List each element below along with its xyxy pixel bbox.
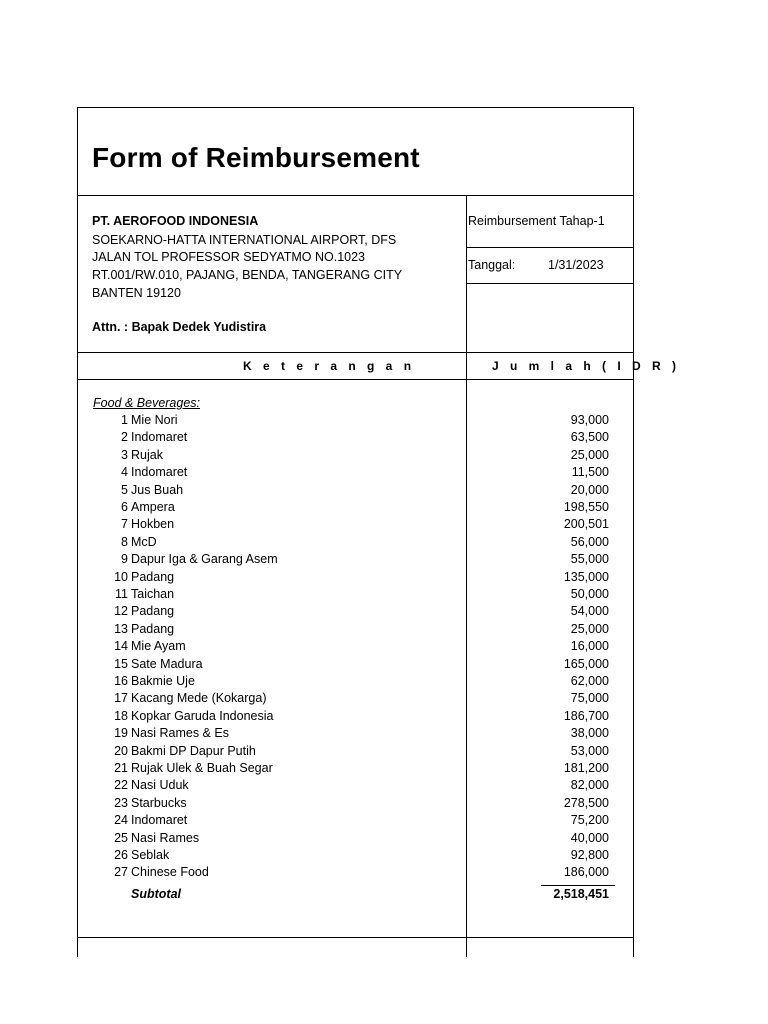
- table-row: [0, 552, 768, 570]
- item-amount: 16,000: [570, 639, 609, 654]
- border-top: [77, 107, 634, 108]
- item-name: Indomaret: [131, 813, 188, 828]
- item-name: Nasi Uduk: [131, 778, 189, 793]
- table-row: [0, 517, 768, 535]
- item-amount: 82,000: [570, 778, 609, 793]
- table-row: [0, 865, 768, 883]
- address-line-1: SOEKARNO-HATTA INTERNATIONAL AIRPORT, DFS: [92, 233, 397, 247]
- item-amount: 75,200: [570, 813, 609, 828]
- item-name: Indomaret: [131, 430, 188, 445]
- item-amount: 186,700: [563, 708, 609, 723]
- item-amount: 25,000: [570, 447, 609, 462]
- table-row: [0, 483, 768, 501]
- subtotal-rule: [541, 885, 615, 886]
- item-number: 8: [121, 534, 128, 549]
- company-name: PT. AEROFOOD INDONESIA: [92, 214, 259, 228]
- item-number: 24: [114, 813, 128, 828]
- divider-date: [466, 283, 634, 284]
- table-row: [0, 604, 768, 622]
- item-name: Nasi Rames: [131, 830, 200, 845]
- table-row: [0, 622, 768, 640]
- item-number: 2: [121, 430, 128, 445]
- address-line-2: JALAN TOL PROFESSOR SEDYATMO NO.1023: [92, 250, 365, 264]
- item-name: Seblak: [131, 848, 170, 862]
- item-name: Bakmi DP Dapur Putih: [131, 743, 256, 758]
- item-number: 9: [121, 552, 128, 567]
- item-number: 10: [114, 569, 128, 584]
- page-title: Form of Reimbursement: [92, 142, 420, 173]
- table-row: [0, 761, 768, 779]
- item-number: 21: [114, 761, 128, 775]
- item-amount: 50,000: [570, 587, 609, 601]
- item-amount: 181,200: [563, 761, 609, 775]
- date-value: 1/31/2023: [548, 258, 604, 272]
- item-amount: 56,000: [570, 534, 609, 549]
- table-row: [0, 831, 768, 849]
- item-number: 20: [114, 743, 128, 758]
- table-row: [0, 570, 768, 588]
- item-number: 4: [121, 465, 128, 480]
- item-number: 11: [115, 587, 128, 601]
- item-amount: 54,000: [570, 604, 609, 619]
- item-number: 13: [114, 621, 128, 636]
- table-row: [0, 674, 768, 692]
- table-row: [0, 726, 768, 744]
- table-row: [0, 448, 768, 466]
- divider-items-bottom: [77, 937, 634, 938]
- item-number: 3: [121, 447, 128, 462]
- item-amount: 40,000: [570, 830, 609, 845]
- table-row: [0, 430, 768, 448]
- item-name: Starbucks: [131, 795, 187, 810]
- item-amount: 11,500: [571, 465, 609, 480]
- item-number: 6: [121, 500, 128, 514]
- item-amount: 55,000: [570, 552, 609, 567]
- reimbursement-stage: Reimbursement Tahap-1: [468, 214, 605, 228]
- item-amount: 62,000: [570, 674, 609, 688]
- item-name: Kopkar Garuda Indonesia: [131, 708, 274, 723]
- item-name: Indomaret: [131, 465, 188, 480]
- item-amount: 20,000: [570, 482, 609, 497]
- table-row: [0, 848, 768, 866]
- column-header-description: K e t e r a n g a n: [243, 359, 416, 373]
- item-name: Taichan: [131, 587, 175, 601]
- item-number: 26: [114, 848, 128, 862]
- item-name: Rujak Ulek & Buah Segar: [131, 761, 273, 775]
- item-name: Sate Madura: [131, 656, 203, 671]
- address-line-4: BANTEN 19120: [92, 286, 181, 300]
- subtotal-label: Subtotal: [131, 887, 181, 901]
- item-name: Jus Buah: [131, 482, 184, 497]
- item-name: Padang: [131, 569, 175, 584]
- item-amount: 93,000: [570, 413, 609, 427]
- table-row: [0, 535, 768, 553]
- item-number: 15: [114, 656, 128, 671]
- item-name: Padang: [131, 604, 175, 619]
- item-name: Padang: [131, 621, 175, 636]
- table-row: [0, 465, 768, 483]
- item-number: 1: [121, 413, 128, 427]
- item-number: 5: [121, 482, 128, 497]
- table-row: [0, 639, 768, 657]
- item-amount: 165,000: [563, 656, 609, 671]
- item-name: Nasi Rames & Es: [131, 726, 229, 741]
- attention-line: Attn. : Bapak Dedek Yudistira: [92, 320, 267, 334]
- item-number: 22: [114, 778, 128, 793]
- item-amount: 200,501: [563, 517, 609, 532]
- table-row: [0, 657, 768, 675]
- table-row: [0, 500, 768, 518]
- item-amount: 135,000: [563, 569, 609, 584]
- item-number: 17: [114, 691, 128, 706]
- item-name: Mie Ayam: [131, 639, 186, 654]
- item-name: Kacang Mede (Kokarga): [131, 691, 267, 706]
- item-amount: 278,500: [563, 795, 609, 810]
- item-name: Bakmie Uje: [131, 674, 195, 688]
- section-title: Food & Beverages:: [93, 396, 201, 410]
- subtotal-amount: 2,518,451: [553, 887, 609, 901]
- item-number: 16: [114, 674, 128, 688]
- table-row: [0, 796, 768, 814]
- divider-stage: [466, 247, 634, 248]
- item-name: Ampera: [131, 500, 175, 514]
- item-amount: 38,000: [570, 726, 609, 741]
- table-row: [0, 691, 768, 709]
- item-name: Mie Nori: [131, 413, 178, 427]
- item-number: 27: [114, 865, 128, 880]
- item-number: 18: [114, 708, 128, 723]
- item-amount: 198,550: [563, 500, 609, 514]
- item-amount: 186,000: [563, 865, 609, 880]
- item-amount: 75,000: [570, 691, 609, 706]
- item-name: Dapur Iga & Garang Asem: [131, 552, 278, 567]
- item-amount: 63,500: [570, 430, 609, 445]
- table-row: [0, 709, 768, 727]
- item-name: McD: [131, 534, 157, 549]
- divider-title: [77, 195, 634, 196]
- item-number: 23: [114, 795, 128, 810]
- item-amount: 92,800: [570, 848, 609, 862]
- item-name: Chinese Food: [131, 865, 209, 880]
- table-row: [0, 813, 768, 831]
- date-label: Tanggal:: [468, 258, 516, 272]
- item-amount: 53,000: [570, 743, 609, 758]
- divider-header-top: [77, 352, 634, 353]
- table-row: [0, 587, 768, 605]
- table-row: [0, 744, 768, 762]
- column-header-amount: J u m l a h ( I D R ): [492, 359, 681, 373]
- table-row: [0, 778, 768, 796]
- item-name: Hokben: [131, 517, 175, 532]
- item-number: 7: [121, 517, 128, 532]
- item-number: 14: [114, 639, 128, 654]
- divider-header-bottom: [77, 379, 634, 380]
- item-name: Rujak: [131, 447, 163, 462]
- item-amount: 25,000: [570, 621, 609, 636]
- item-number: 25: [114, 830, 128, 845]
- item-number: 19: [114, 726, 128, 741]
- item-number: 12: [114, 604, 128, 619]
- address-line-3: RT.001/RW.010, PAJANG, BENDA, TANGERANG CITY: [92, 268, 403, 282]
- table-row: [0, 413, 768, 431]
